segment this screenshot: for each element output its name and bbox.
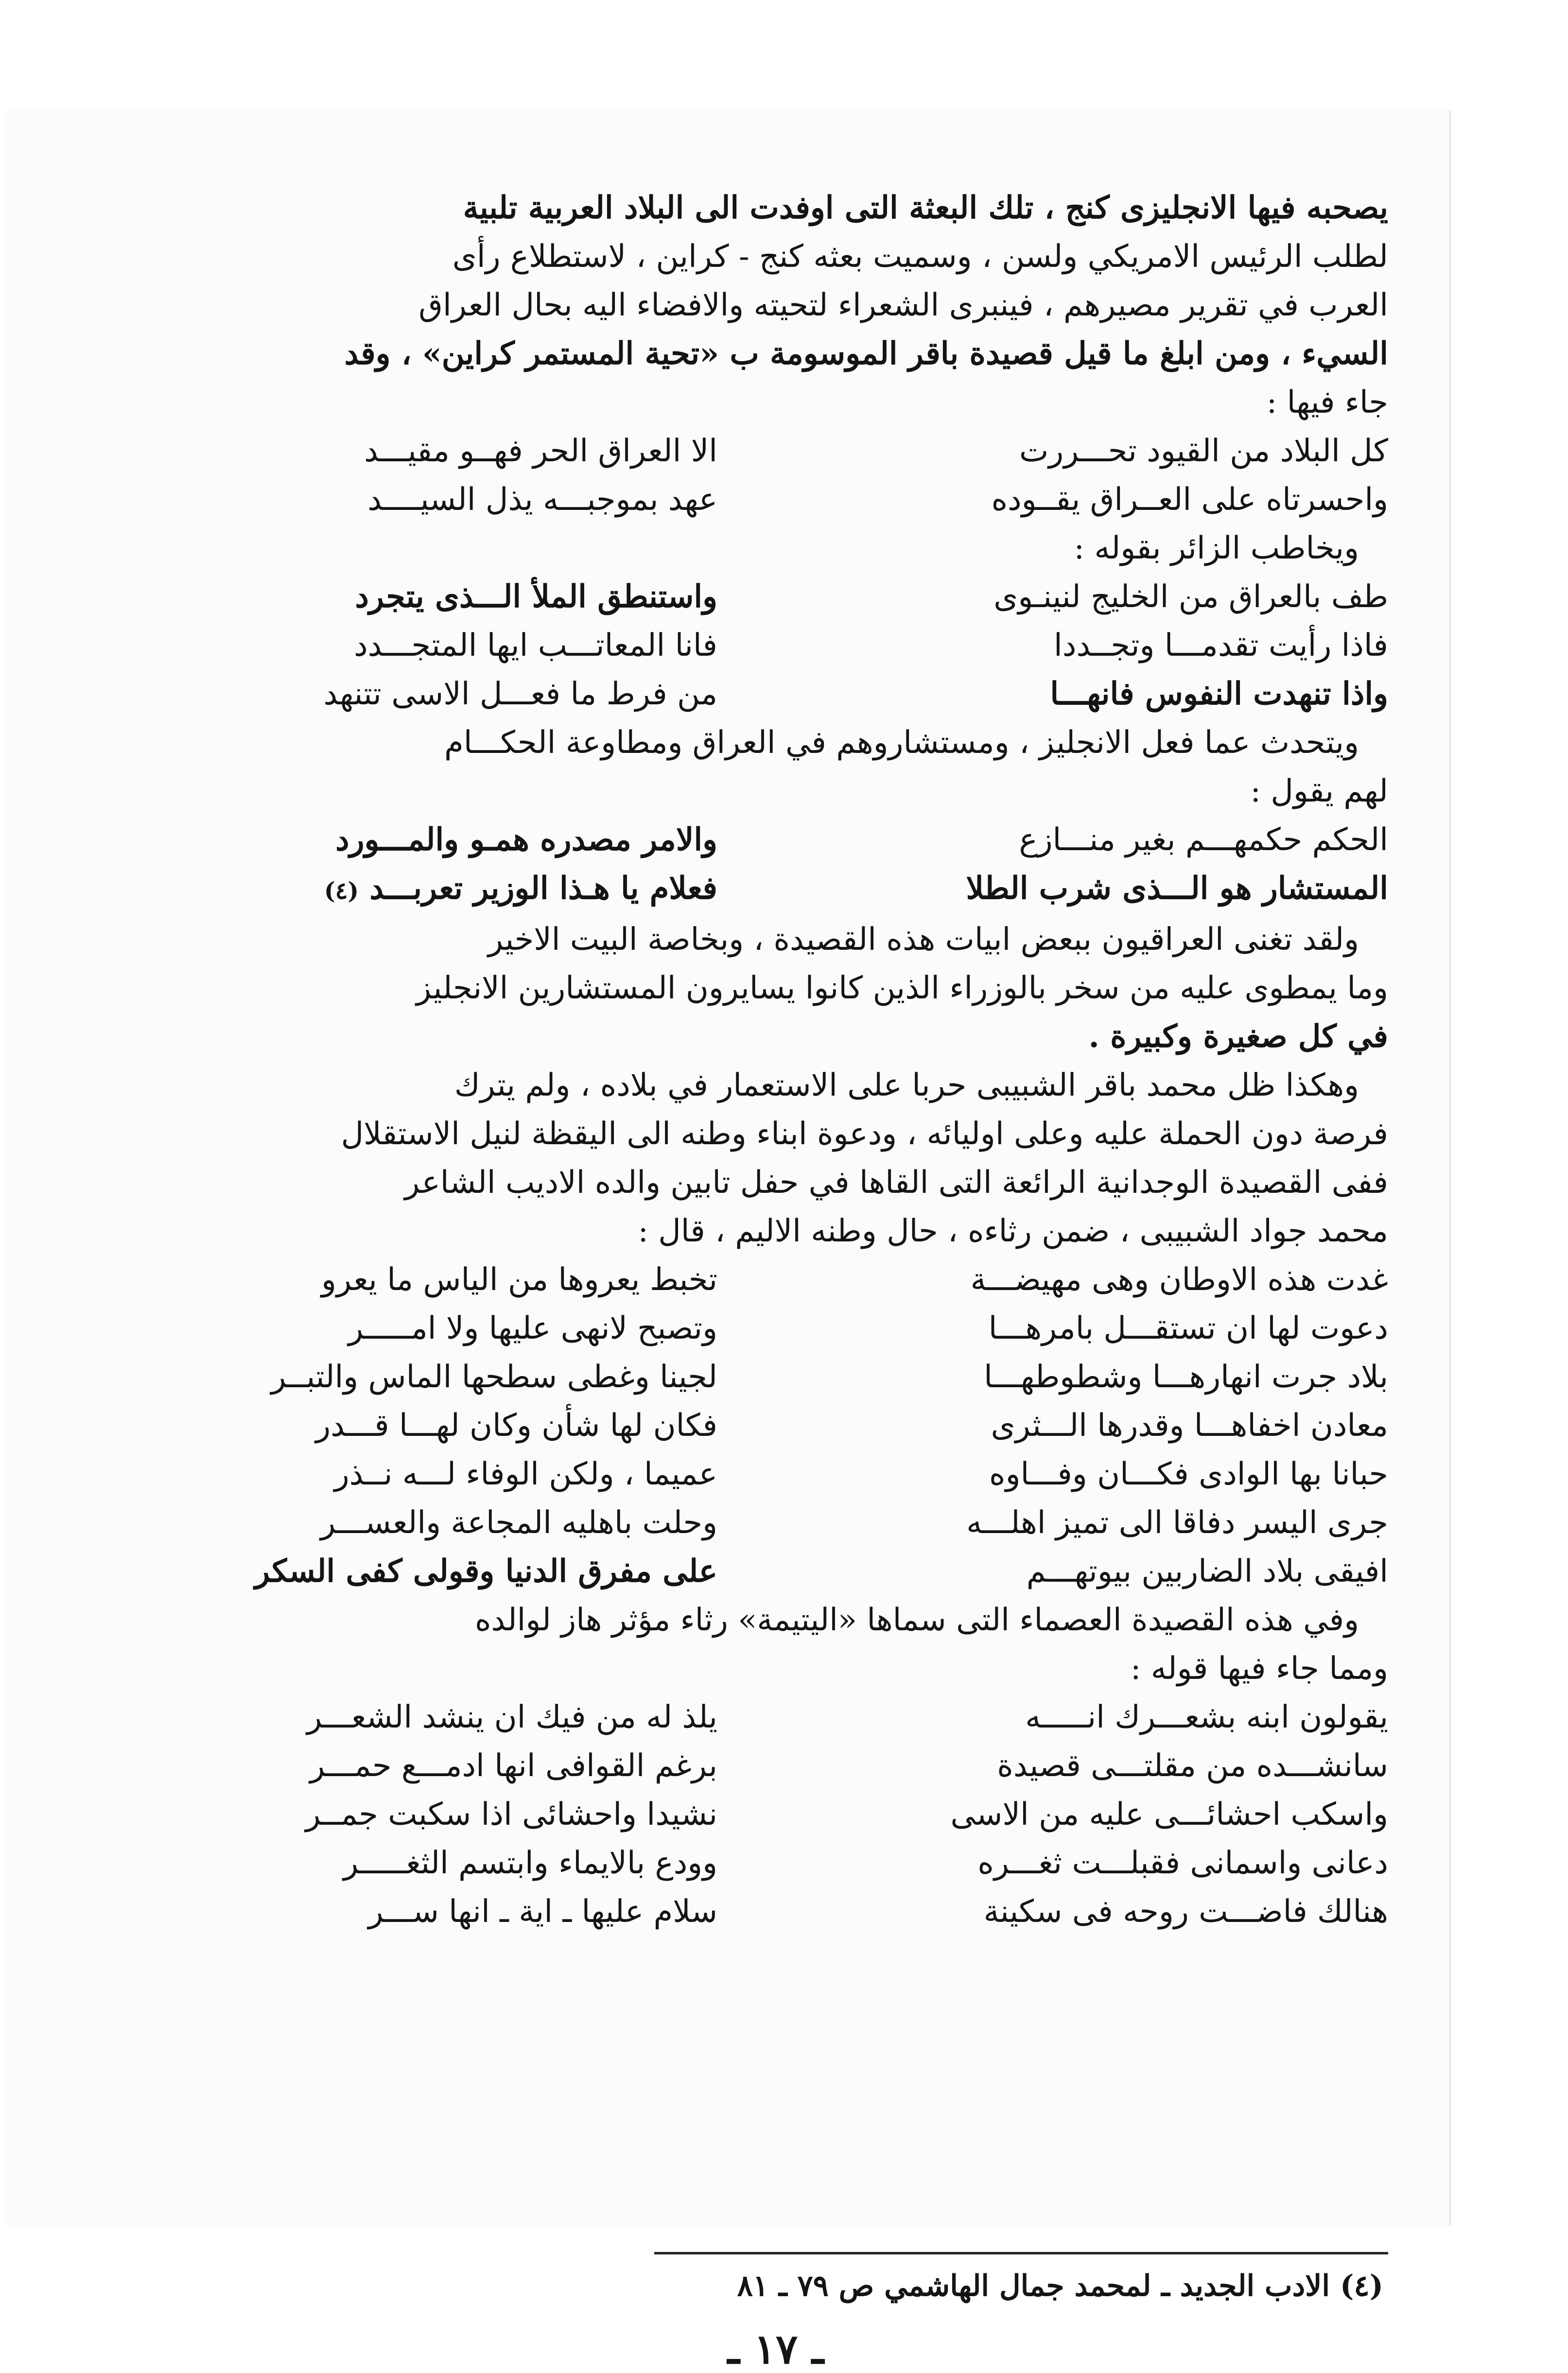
poem-section-2 [178,573,1388,718]
narrative-line: ولقد تغنى العراقيون ببعض ابيات هذه القصيدة ، وبخاصة البيت الاخير [488,922,1359,958]
verse-first-hemistich: معادن اخفاهـــا وقدرها الـــثرى [991,1408,1388,1444]
narrative-line: ومما جاء فيها قوله : [1130,1651,1388,1687]
verse-second-hemistich: والامر مصدره همـو والمـــورد [335,821,717,858]
verse-first-hemistich: كل البلاد من القيود تحـــررت [1019,433,1388,469]
verse-line [178,1499,1388,1547]
verse-second-hemistich: على مفرق الدنيا وقولى كفى السكر [255,1553,717,1589]
poem-section-3 [178,816,1388,915]
verse-line [178,427,1388,475]
verse-first-hemistich: غدت هذه الاوطان وهى مهيضـــة [970,1262,1388,1298]
narrative-line: في كل صغيرة وكبيرة . [1088,1018,1388,1055]
verse-line [178,475,1388,524]
verse-line [178,1887,1388,1936]
verse-line [178,1401,1388,1450]
footnote: (٤) الادب الجديد ـ لمحمد جمال الهاشمي ص ٧٩ ـ ٨١ [737,2269,1383,2303]
verse-line [178,1693,1388,1742]
verse-second-hemistich: نشيدا واحشائى اذا سكبت جمــر [305,1797,717,1832]
verse-line [178,1742,1388,1790]
verse-second-hemistich: وتصبح لانهى عليها ولا امـــــر [348,1310,717,1346]
intro-line: جاء فيها : [1266,384,1388,420]
verse-second-hemistich: سلام عليها ـ اية ـ انها ســـر [368,1894,717,1930]
verse-second-hemistich [178,864,717,915]
verse-text: فعلام يا هـذا الوزير تعربـــد [369,870,717,907]
narrative-line: ويتحدث عما فعل الانجليز ، ومستشاروهم في العراق ومطاوعة الحكـــام [444,725,1359,761]
page-body [178,184,1388,1936]
footnote-reference: (٤) [324,877,359,905]
intro-line: العرب في تقرير مصيرهم ، فينبرى الشعراء لتحيته والافضاء اليه بحال العراق [418,287,1388,323]
narrative-line: فرصة دون الحملة عليه وعلى اوليائه ، ودعوة ابناء وطنه الى اليقظة لنيل الاستقلال [341,1116,1388,1152]
verse-first-hemistich: المستشار هو الـــذى شرب الطلا [966,870,1388,907]
verse-second-hemistich: وحلت باهليه المجاعة والعســـر [320,1505,717,1541]
verse-line [178,816,1388,864]
narrative-line: وهكذا ظل محمد باقر الشبيبى حربا على الاستعمار في بلاده ، ولم يترك [454,1067,1359,1103]
intro-line: لطلب الرئيس الامريكي ولسن ، وسميت بعثه كنج - كراين ، لاستطلاع رأى [452,239,1388,275]
narrative-line: ويخاطب الزائر بقوله : [1074,530,1359,566]
verse-first-hemistich: الحكم حكمهـــم بغير منـــازع [1019,822,1388,858]
verse-first-hemistich: هنالك فاضـــت روحه فى سكينة [983,1894,1388,1930]
verse-line [178,1547,1388,1596]
verse-second-hemistich: الا العراق الحر فهــو مقيـــد [364,433,717,469]
verse-second-hemistich: برغم القوافى انها ادمـــع حمـــر [310,1748,717,1784]
intro-line: السيء ، ومن ابلغ ما قيل قصيدة باقر الموسومة ب «تحية المستمر كراين» ، وقد [344,335,1388,372]
verse-first-hemistich: واذا تنهدت النفوس فانهـــا [1050,676,1388,712]
narrative-line: وما يمطوى عليه من سخر بالوزراء الذين كانوا يسايرون المستشارين الانجليز [416,970,1388,1006]
narrative-line: ففى القصيدة الوجدانية الرائعة التى القاها في حفل تابين والده الاديب الشاعر [404,1165,1388,1201]
verse-second-hemistich: من فرط ما فعـــل الاسى تتنهد [323,676,717,712]
page-number: ـ ١٧ ـ [728,2325,824,2373]
poem-section-5 [178,1693,1388,1936]
verse-line [178,1353,1388,1401]
verse-second-hemistich: وودع بالايماء وابتسم الثغـــــر [343,1845,717,1881]
verse-second-hemistich: عهد بموجبـــه يذل السيــــد [367,482,717,518]
narrative-line: لهم يقول : [1250,773,1388,809]
verse-second-hemistich: فانا المعاتـــب ايها المتجـــدد [354,628,717,663]
narrative-line: وفي هذه القصيدة العصماء التى سماها «اليتيمة» رثاء مؤثر هاز لوالده [474,1602,1359,1638]
poem-section-4 [178,1256,1388,1596]
verse-line [178,864,1388,915]
verse-first-hemistich: افيقى بلاد الضاربين بيوتهـــم [1026,1553,1388,1589]
verse-first-hemistich: بلاد جرت انهارهـــا وشطوطهـــا [984,1359,1388,1395]
verse-line [178,1839,1388,1887]
verse-first-hemistich: يقولون ابنه بشعـــرك انـــــه [1025,1699,1388,1735]
verse-line [178,1256,1388,1304]
verse-second-hemistich: لجينا وغطى سطحها الماس والتبــر [271,1359,717,1395]
verse-second-hemistich: تخبط يعروها من الياس ما يعرو [321,1262,717,1298]
verse-first-hemistich: طف بالعراق من الخليج لنينـوى [993,579,1388,615]
verse-first-hemistich: جرى اليسر دفاقا الى تميز اهلـــه [966,1505,1388,1541]
verse-line [178,1450,1388,1499]
intro-line: يصحبه فيها الانجليزى كنج ، تلك البعثة التى اوفدت الى البلاد العربية تلبية [463,190,1388,226]
verse-line [178,621,1388,670]
verse-line [178,1790,1388,1839]
verse-first-hemistich: دعانى واسمانى فقبلـــت ثغـــره [977,1845,1388,1881]
narrative-line: محمد جواد الشبيبى ، ضمن رثاءه ، حال وطنه الاليم ، قال : [638,1213,1388,1249]
verse-line [178,573,1388,621]
poem-section-1 [178,427,1388,524]
verse-line [178,1304,1388,1353]
verse-second-hemistich: واستنطق الملأ الـــذى يتجرد [355,578,717,615]
verse-first-hemistich: واحسرتاه على العــراق يقــوده [991,482,1388,518]
scanned-page [3,111,1451,2373]
verse-second-hemistich: فكان لها شأن وكان لهـــا قـــدر [315,1408,717,1444]
verse-first-hemistich: سانشـــده من مقلتـــى قصيدة [997,1748,1388,1784]
footnote-divider [654,2252,1388,2254]
verse-first-hemistich: واسكب احشائـــى عليه من الاسى [950,1797,1388,1832]
verse-first-hemistich: حبانا بها الوادى فكـــان وفـــاوه [989,1456,1388,1492]
verse-line [178,670,1388,718]
verse-first-hemistich: فاذا رأيت تقدمـــا وتجــددا [1054,628,1388,663]
verse-first-hemistich: دعوت لها ان تستقـــل بامرهـــا [988,1310,1388,1346]
verse-second-hemistich: عميما ، ولكن الوفاء لـــه نــذر [334,1456,717,1492]
verse-second-hemistich: يلذ له من فيك ان ينشد الشعـــر [307,1699,717,1735]
